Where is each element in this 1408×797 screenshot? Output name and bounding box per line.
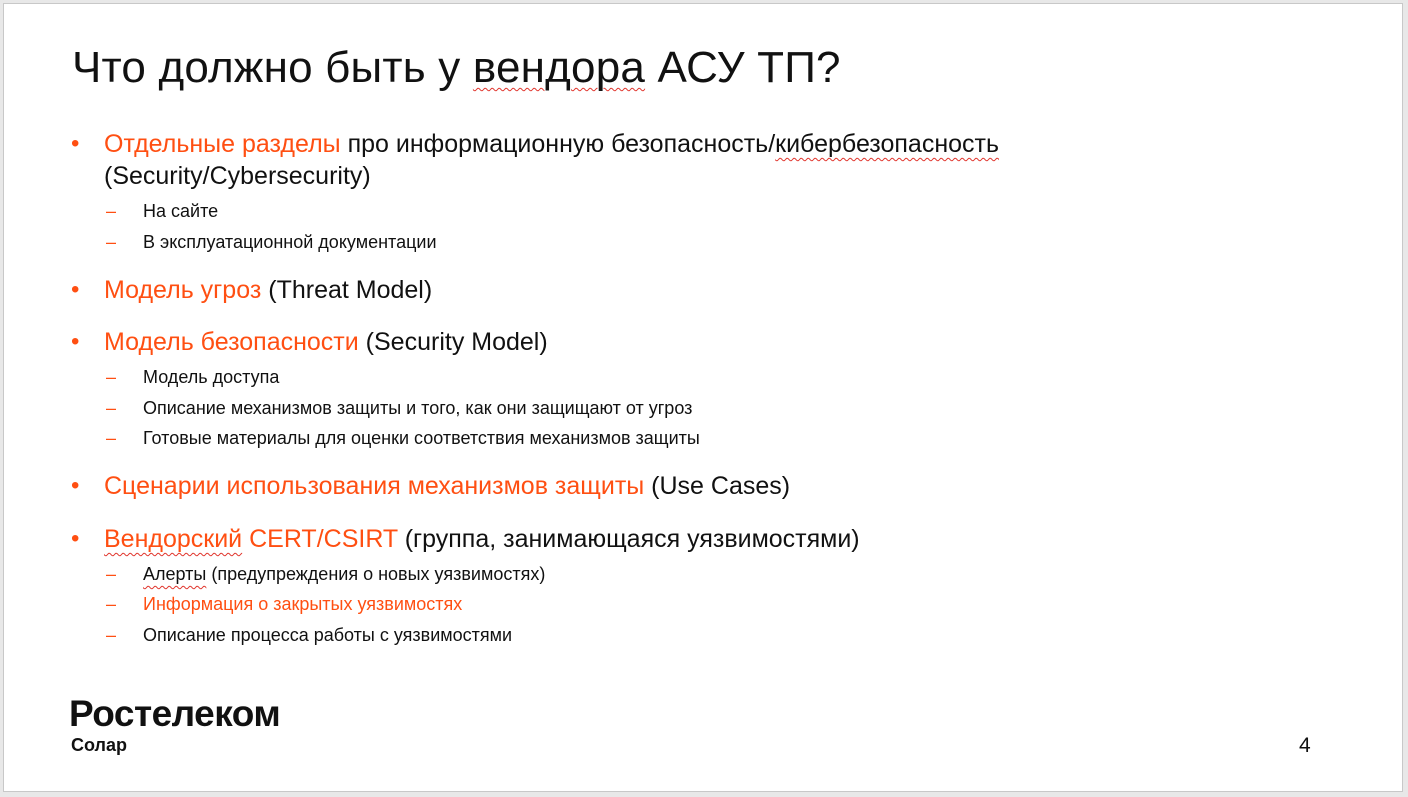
sub-item-text: На сайте (143, 201, 219, 221)
sub-item-text: Готовые материалы для оценки соответствия механизмов защиты (143, 428, 700, 448)
bullet-1-text-spellcheck: кибербезопасность (775, 130, 1000, 158)
logo-sub-text: Солар (71, 735, 127, 755)
sub-dash: – (106, 201, 117, 221)
sub-item-text-highlight: Информация о закрытых уязвимостях (143, 594, 463, 614)
bullet-3-highlight: Модель безопасности (104, 328, 359, 356)
sub-item-text-spellcheck: Алерты (143, 564, 207, 584)
bullet-1-text: про информационную безопасность/ (340, 130, 776, 158)
title-text: Что должно быть у (72, 43, 473, 92)
bullet-2-text: (Threat Model) (261, 276, 433, 304)
bullet-2-highlight: Модель угроз (104, 276, 262, 304)
sub-item-text: (предупреждения о новых уязвимостях) (206, 564, 546, 584)
title-text-end: АСУ ТП? (645, 43, 841, 92)
sub-item (106, 397, 693, 419)
sub-dash: – (106, 232, 117, 252)
bullet-4-highlight: Сценарии использования механизмов защиты (104, 472, 645, 500)
sub-item (106, 563, 546, 585)
bullet-2 (71, 274, 433, 306)
slide-title (72, 42, 841, 95)
sub-item (106, 427, 700, 449)
sub-dash: – (106, 625, 117, 645)
bullet-dot: • (71, 130, 80, 157)
company-logo (69, 694, 280, 756)
bullet-3 (71, 326, 548, 358)
sub-dash: – (106, 367, 117, 387)
bullet-1-text-line2: (Security/Cybersecurity) (104, 162, 371, 190)
sub-item (106, 231, 437, 253)
bullet-5-highlight: CERT/CSIRT (242, 525, 398, 553)
bullet-1-highlight: Отдельные разделы (104, 130, 341, 158)
sub-item (106, 200, 219, 222)
logo-main-text: Ростелеком (69, 693, 281, 734)
bullet-5 (71, 523, 860, 555)
bullet-5-text: (группа, занимающаяся уязвимостями) (397, 525, 860, 553)
sub-item (106, 624, 513, 646)
sub-dash: – (106, 564, 117, 584)
bullet-dot: • (71, 472, 80, 499)
bullet-5-highlight-spellcheck: Вендорский (104, 525, 243, 553)
bullet-3-text: (Security Model) (358, 328, 548, 356)
sub-item-text: Описание процесса работы с уязвимостями (143, 625, 513, 645)
bullet-dot: • (71, 276, 80, 303)
sub-item (106, 366, 280, 388)
slide (3, 3, 1403, 792)
sub-item-text: Описание механизмов защиты и того, как они защищают от угроз (143, 398, 693, 418)
sub-dash: – (106, 428, 117, 448)
bullet-4 (71, 470, 791, 502)
sub-item-text: Модель доступа (143, 367, 280, 387)
page-number: 4 (1299, 734, 1311, 757)
bullet-dot: • (71, 328, 80, 355)
sub-dash: – (106, 398, 117, 418)
sub-item (106, 593, 463, 615)
sub-dash: – (106, 594, 117, 614)
title-text-spellcheck: вендора (472, 43, 646, 92)
bullet-dot: • (71, 525, 80, 552)
bullet-4-text: (Use Cases) (644, 472, 791, 500)
sub-item-text: В эксплуатационной документации (143, 232, 437, 252)
bullet-1 (71, 128, 1000, 192)
